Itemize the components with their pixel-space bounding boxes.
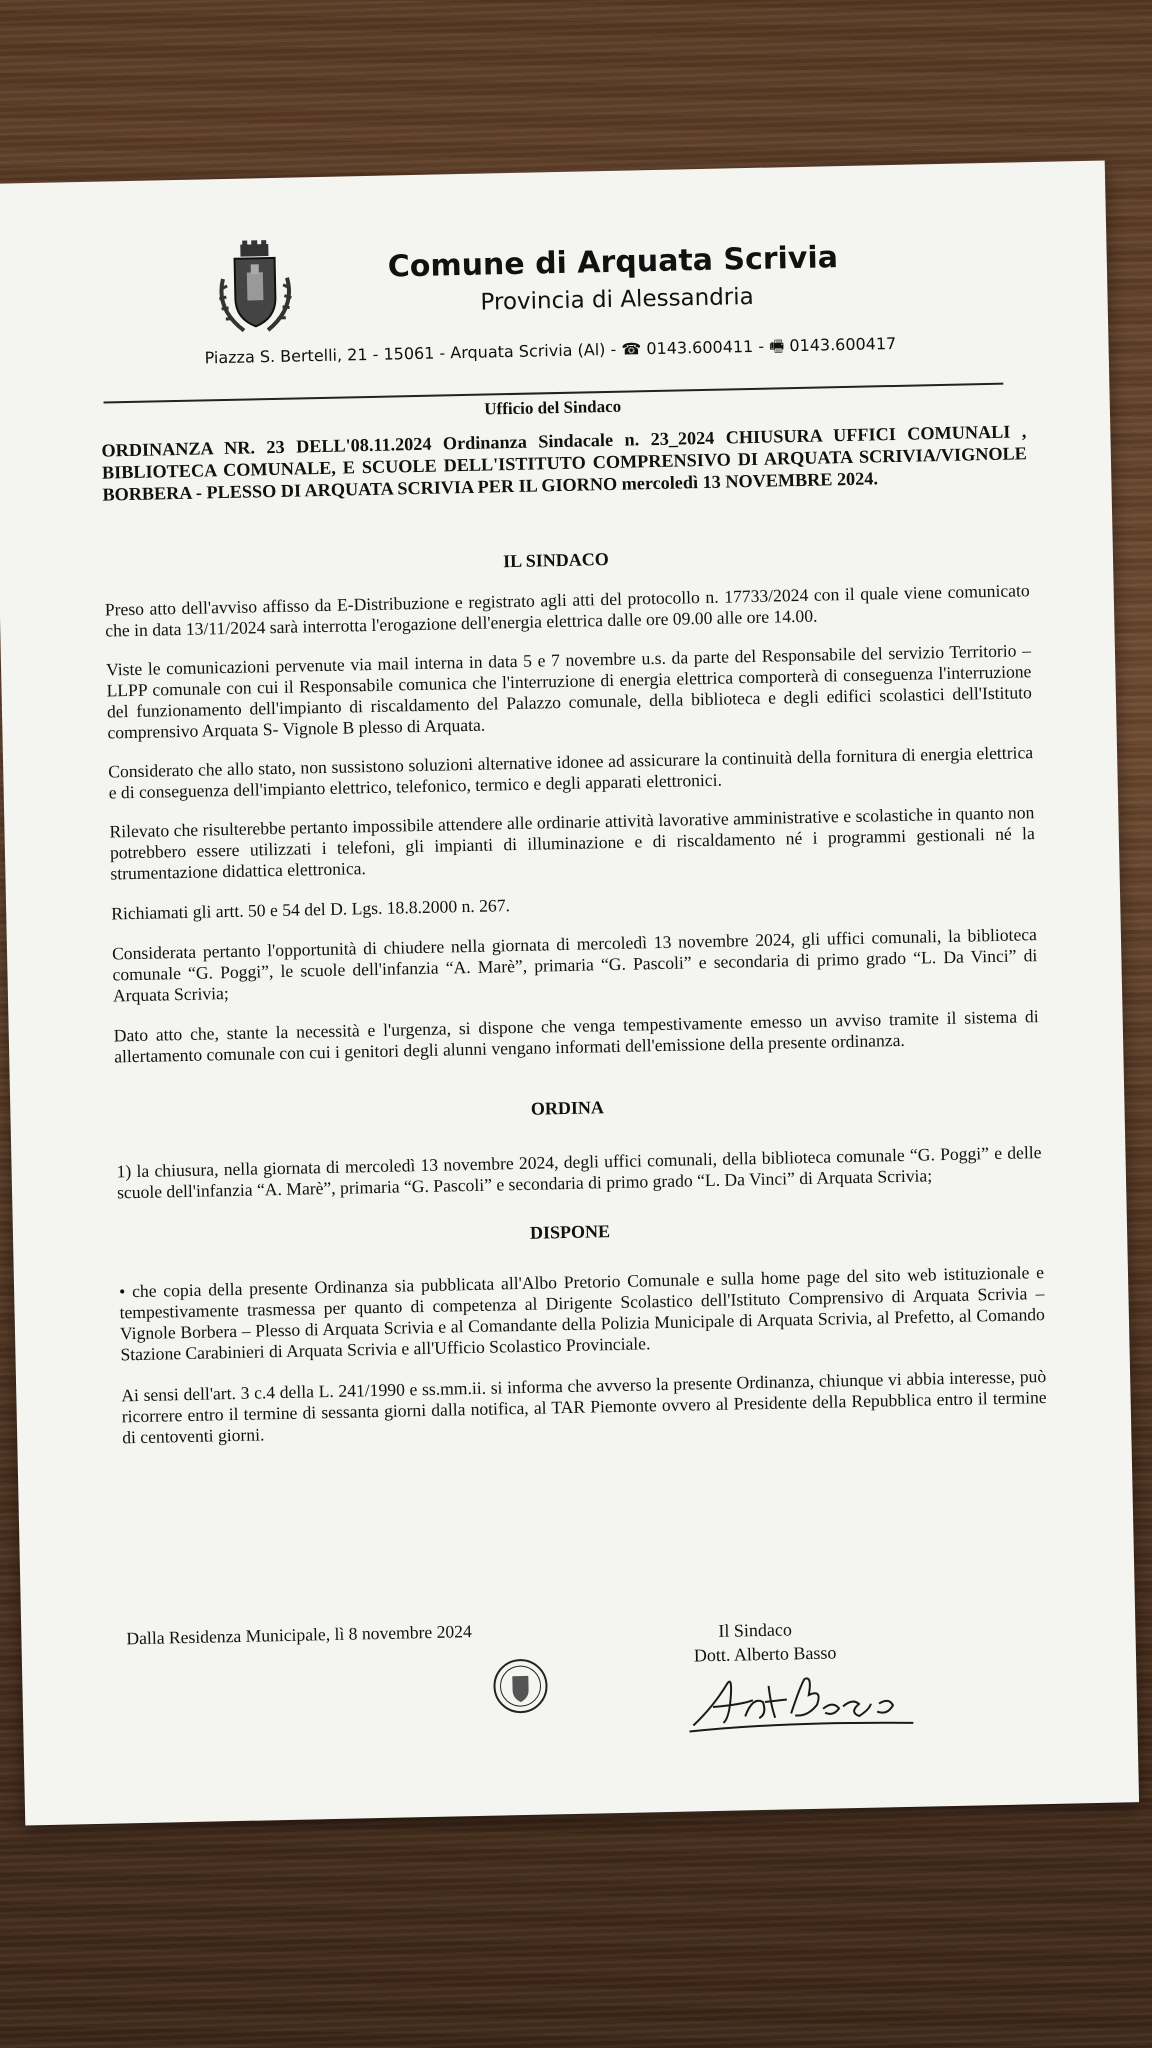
section-title-sindaco: IL SINDACO <box>502 548 609 572</box>
paragraph-viste: Viste le comunicazioni pervenute via mail interna in data 5 e 7 novembre u.s. da parte del Responsabile del servizio Territorio – LLPP comunale con cui il Responsabile comunica che l'interruzione di energia elettrica comporterà di conseguenza l'interruzione del funzionamento dell'impianto di riscaldamento del Palazzo comunale, della biblioteca e degli edifici scolastici dell'Istituto comprensivo Arquata S- Vignole B plesso di Arquata. <box>105 640 1033 743</box>
paragraph-ricorso: Ai sensi dell'art. 3 c.4 della L. 241/1990 e ss.mm.ii. si informa che avverso la presente Ordinanza, chiunque vi abbia interesse, può ricorrere entro il termine di sessanta giorni dalla notifica, al TAR Piemonte ovvero al Presidente della Repubblica entro il termine di centoventi giorni. <box>121 1366 1047 1448</box>
ordinance-subject: ORDINANZA NR. 23 DELL'08.11.2024 Ordinanza Sindacale n. 23_2024 CHIUSURA UFFICI COMUNALI , BIBLIOTECA COMUNALE, E SCUOLE DELL'ISTITUTO COMPRENSIVO DI ARQUATA SCRIVIA/VIGNOLE BORBERA - PLESSO DI ARQUATA SCRIVIA PER IL GIORNO mercoledì 13 NOVEMBRE 2024. <box>101 421 1028 505</box>
signer-name: Dott. Alberto Basso <box>693 1642 837 1666</box>
paragraph-dato-atto: Dato atto che, stante la necessità e l'urgenza, si dispone che venga tempestivamente emesso un avviso tramite il sistema di allertamento comunale con cui i genitori degli alunni vengano informati dell'emissione della presente ordinanza. <box>113 1006 1039 1067</box>
ordinance-document <box>0 161 1139 1826</box>
paragraph-richiamati: Richiamati gli artt. 50 e 54 del D. Lgs. 18.8.2000 n. 267. <box>111 895 511 924</box>
section-title-dispone: DISPONE <box>529 1221 611 1243</box>
paragraph-considerato: Considerato che allo stato, non sussistono soluzioni alternative idonee ad assicurare la continuità della fornitura di energia elettrica e di conseguenza dell'impianto elettrico, telefonico, termico e degli apparati elettronici. <box>108 742 1034 803</box>
letterhead <box>0 221 1109 394</box>
section-title-ordina: ORDINA <box>530 1097 605 1119</box>
organization-name: Comune di Arquata Scrivia <box>387 240 839 285</box>
paragraph-preso-atto: Preso atto dell'avviso affisso da E-Distribuzione e registrato agli atti del protocollo n. 17733/2024 con il quale viene comunicato che in data 13/11/2024 sarà interrotta l'erogazione dell'energia elettrica dalle ore 09.00 alle ore 14.00. <box>104 580 1030 641</box>
municipal-seal-icon <box>492 1658 549 1715</box>
paragraph-dispone: • che copia della presente Ordinanza sia pubblicata all'Albo Pretorio Comunale e sulla home page del sito web istituzionale e tempestivamente trasmessa per quanto di competenza al Dirigente Scolastico dell'Istituto Comprensivo di Arquata Scrivia – Vignole Borbera – Plesso di Arquata Scrivia e al Comandante della Polizia Municipale di Arquata Scrivia, al Prefetto, al Comando Stazione Carabinieri di Arquata Scrivia e all'Ufficio Scolastico Provinciale. <box>118 1262 1046 1365</box>
signer-title: Il Sindaco <box>718 1619 793 1641</box>
paragraph-considerata: Considerata pertanto l'opportunità di chiudere nella giornata di mercoledì 13 novembre 2024, gli uffici comunali, la biblioteca comunale “G. Poggi”, le scuole dell'infanzia “A. Marè”, primaria “G. Pascoli” e secondaria di primo grado “L. Da Vinci” di Arquata Scrivia; <box>111 924 1038 1006</box>
handwritten-signature <box>682 1663 923 1738</box>
organization-province: Provincia di Alessandria <box>480 283 755 316</box>
place-date: Dalla Residenza Municipale, lì 8 novembre 2024 <box>126 1621 472 1649</box>
office-name: Ufficio del Sindaco <box>484 396 622 419</box>
paragraph-ordina: 1) la chiusura, nella giornata di mercoledì 13 novembre 2024, degli uffici comunali, della biblioteca comunale “G. Poggi” e delle scuole dell'infanzia “A. Marè”, primaria “G. Pascoli” e secondaria di primo grado “L. Da Vinci” di Arquata Scrivia; <box>116 1142 1042 1203</box>
paragraph-rilevato: Rilevato che risulterebbe pertanto impossibile attendere alle ordinarie attività lavorative amministrative e scolastiche in quanto non potrebbero essere utilizzati i telefoni, gli impianti di illuminazione e di riscaldamento né i programmi gestionali né la strumentazione didattica elettronica. <box>109 802 1035 884</box>
organization-address: Piazza S. Bertelli, 21 - 15061 - Arquata Scrivia (Al) - ☎ 0143.600411 - 🖷 0143.600417 <box>204 333 897 368</box>
coat-of-arms-icon <box>212 237 298 339</box>
